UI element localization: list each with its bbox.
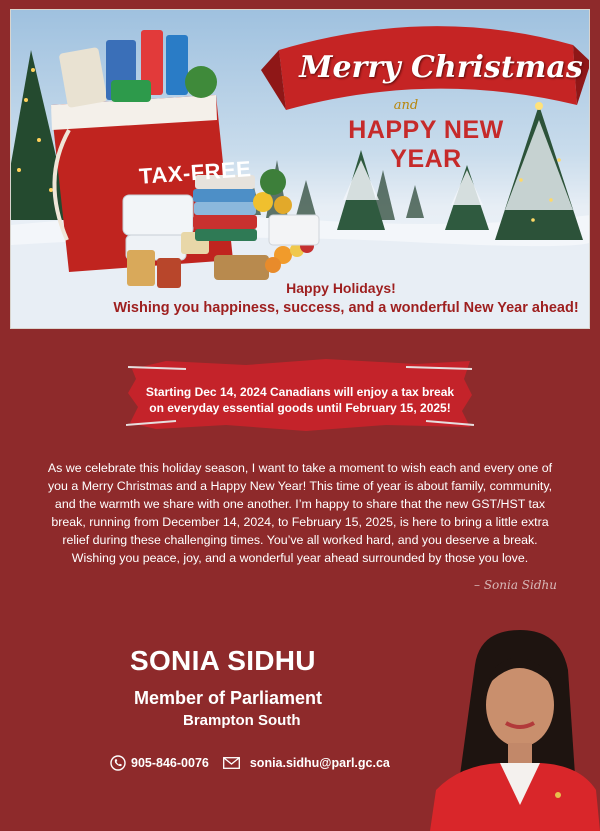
happy-holidays-text: Happy Holidays! [286, 280, 396, 296]
holiday-hero-image [10, 9, 590, 329]
greeting-banner [291, 28, 590, 173]
message-line: Wishing you peace, joy, and a wonderful year ahead surrounded by those you love. [71, 551, 529, 565]
notice-line-2: on everyday essential goods until February 15, 2025! [149, 401, 451, 415]
holiday-message [22, 459, 578, 567]
tax-free-bag-label: TAX-FREE [138, 156, 253, 189]
message-line: As we celebrate this holiday season, I want to take a moment to wish each and every one of [47, 461, 553, 475]
snow-tree-mid [445, 165, 489, 230]
merry-christmas-heading: Merry Christmas [299, 50, 583, 85]
message-line: break, running from December 14, 2024, to February 15, 2025, is here to bring a little extra [51, 515, 549, 529]
mp-portrait-photo [430, 625, 600, 831]
holiday-wishes [11, 280, 590, 316]
contact-info [110, 755, 390, 771]
email-address[interactable]: sonia.sidhu@parl.gc.ca [249, 756, 390, 770]
notice-line-1: Starting Dec 14, 2024 Canadians will enjoy a tax break [145, 385, 455, 399]
wishes-text: Wishing you happiness, success, and a wonderful New Year ahead! [113, 300, 579, 316]
handwritten-signature: – Sonia Sidhu [474, 578, 557, 592]
mp-riding: Brampton South [183, 712, 301, 729]
message-line: you a Merry Christmas and a Happy New Year! This time of year is about family, community, [47, 479, 553, 493]
mp-name: SONIA SIDHU [130, 645, 316, 676]
and-connector: and [393, 98, 419, 113]
tax-break-notice [126, 384, 474, 416]
phone-icon [110, 755, 126, 771]
phone-number[interactable]: 905-846-0076 [131, 756, 209, 770]
happy-new-year-heading: HAPPY NEW YEAR [348, 116, 504, 173]
mp-title: Member of Parliament [134, 688, 323, 708]
email-icon [223, 757, 240, 769]
message-line: and the warmth we share with one another. I’m happy to share that the new GST/HST tax [54, 497, 546, 511]
message-line: relief during these challenging times. You’ve all worked hard, and you deserve a break. [62, 533, 538, 547]
